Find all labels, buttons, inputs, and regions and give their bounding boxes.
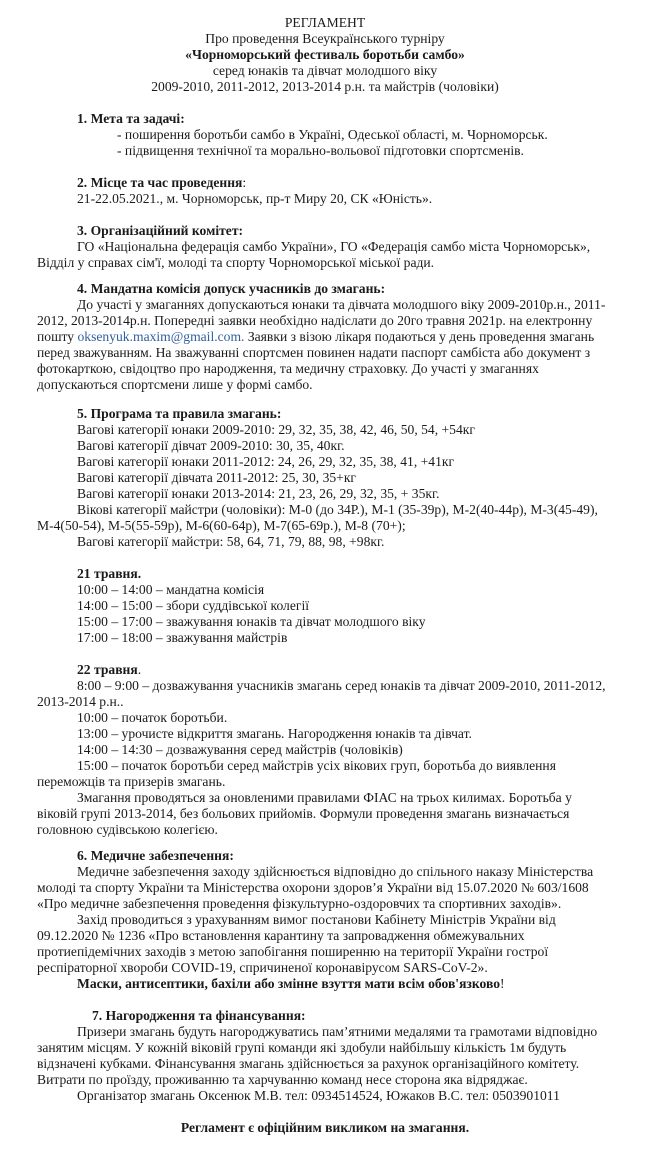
weight-category-line: Вагові категорії майстри: 58, 64, 71, 79, 88, 98, +98кг. [77,534,385,549]
document-subtitle: Про проведення Всеукраїнського турніру [205,31,445,46]
audience-line-1: серед юнаків та дівчат молодшого віку [212,63,438,78]
schedule-item: 10:00 – 14:00 – мандатна комісія [77,582,265,597]
admission-line: фотокарткою, свідоцтво про народження, та медичну страховку. До участі у змаганнях [37,361,539,376]
covid-paragraph: респіраторної хвороби COVID-19, спричиненої коронавірусом SARS-CoV-2». [37,960,488,975]
event-name: «Чорноморський фестиваль боротьби самбо» [185,47,465,62]
section-6-heading: 6. Медичне забезпечення: [77,848,234,863]
schedule-item: 15:00 – 17:00 – зважування юнаків та дівчат молодшого віку [77,614,426,629]
goal-item: - підвищення технічної та морально-вольової підготовки спортсменів. [117,143,524,158]
medical-paragraph: «Про медичне забезпечення проведення фізкультурно-оздоровчих та спортивних заходів». [37,896,562,911]
admission-line: До участі у змаганнях допускаються юнаки та дівчата молодшого віку 2009-2010р.н., 2011- [77,297,606,312]
awards-paragraph: занятим місцям. У кожній віковій групі команди які здобули найбільшу кількість 1м будуть [37,1040,567,1055]
schedule-item: 2013-2014 р.н.. [37,694,124,709]
document-title: РЕГЛАМЕНТ [284,15,366,30]
awards-paragraph: відзначені кубками. Фінансування змагань здійснюється за рахунок організаційного комітету. [37,1056,580,1071]
committee-line: Відділ у справах сім'ї, молоді та спорту Чорноморської міської ради. [37,255,435,270]
email-suffix: Заявки з візою лікаря подаються у день проведення змагань [244,329,595,344]
schedule-item: переможців та призерів змагань. [37,774,226,789]
goal-item: - поширення боротьби самбо в Україні, Одеської області, м. Чорноморськ. [117,127,548,142]
weight-category-line: Вагові категорії дівчата 2011-2012: 25, 30, 35+кг [77,470,357,485]
covid-paragraph: Захід проводиться з урахуванням вимог постанови Кабінету Міністрів України від [77,912,556,927]
section-2-heading [77,175,246,191]
covid-paragraph: 09.12.2020 № 1236 «Про встановлення карантину та запровадження обмежувальних [37,928,525,943]
committee-line: ГО «Національна федерація самбо України», ГО «Федерація самбо міста Чорноморськ», [77,239,591,254]
day-2-heading-dot: . [137,662,142,677]
weight-category-line: Вагові категорії юнаки 2011-2012: 24, 26, 29, 32, 35, 38, 41, +41кг [77,454,455,469]
section-5-heading: 5. Програма та правила змагань: [77,406,282,421]
rules-paragraph: Змагання проводяться за оновленими правилами ФІАС на трьох килимах. Боротьба у [77,790,572,805]
schedule-item: 15:00 – початок боротьби серед майстрів усіх вікових груп, боротьба до виявлення [77,758,556,773]
rules-paragraph: віковій групі 2013-2014, без больових прийомів. Формули проведення змагань визначається [37,806,570,821]
awards-paragraph: Призери змагань будуть нагороджуватись пам’ятними медалями та грамотами відповідно [77,1024,598,1039]
schedule-item: 14:00 – 15:00 – збори суддівської колегії [77,598,310,613]
schedule-item: 14:00 – 14:30 – дозважування серед майстрів (чоловіків) [77,742,403,757]
section-7-heading: 7. Нагородження та фінансування: [92,1008,306,1023]
medical-paragraph: молоді та спорту України та Міністерства охорони здоров’я України від 15.07.2020 № 603/1608 [37,880,589,895]
email-prefix: пошту [37,329,78,344]
schedule-item: 13:00 – урочисте відкриття змагань. Нагородження юнаків та дівчат. [77,726,472,741]
awards-paragraph: Витрати по проїзду, проживанню та харчуванню команд несе сторона яка відряджає. [37,1072,528,1087]
email-link[interactable]: oksenyuk.maxim@gmail.com. [77,329,245,344]
section-4-heading: 4. Мандатна комісія допуск учасників до змагань: [77,281,386,296]
section-1-heading: 1. Мета та задачі: [77,111,185,126]
closing-statement: Регламент є офіційним викликом на змагання. [180,1120,470,1135]
covid-paragraph: протиепідемічних заходів з метою запобігання поширенню на території України гострої [37,944,549,959]
section-3-heading: 3. Організаційний комітет: [77,223,244,238]
weight-category-line: Вагові категорії дівчат 2009-2010: 30, 35, 40кг. [77,438,345,453]
schedule-item: 8:00 – 9:00 – дозважування учасників змагань серед юнаків та дівчат 2009-2010, 2011-2012, [77,678,606,693]
day-2-heading [77,662,141,678]
medical-paragraph: Медичне забезпечення заходу здійснюється відповідно до спільного наказу Міністерства [77,864,594,879]
admission-line: 2012, 2013-2014р.н. Попередні заявки необхідно надіслати до 20го травня 2021р. на електронну [37,313,593,328]
day-1-heading: 21 травня. [77,566,142,581]
mask-warning [77,976,505,992]
age-category-line: М-4(50-54), М-5(55-59р), М-6(60-64р), М-7(65-69р.), М-8 (70+); [37,518,406,533]
schedule-item: 17:00 – 18:00 – зважування майстрів [77,630,288,645]
admission-line-email [37,329,594,345]
rules-paragraph: головною судівською колегією. [37,822,218,837]
section-2-heading-colon: : [242,175,247,190]
admission-line: перед зважуванням. На зважуванні спортсмен повинен надати паспорт самбіста або документ з [37,345,591,360]
section-2-heading-text: 2. Місце та час проведення [77,175,243,190]
mask-warning-text: Маски, антисептики, бахіли або змінне взуття мати всім обов'язково [77,976,501,991]
weight-category-line: Вагові категорії юнаки 2013-2014: 21, 23, 26, 29, 32, 35, + 35кг. [77,486,440,501]
organizer-contacts: Організатор змагань Оксенюк М.В. тел: 0934514524, Южаков В.С. тел: 0503901011 [77,1088,560,1103]
venue-date-text: 21-22.05.2021., м. Чорноморськ, пр-т Миру 20, СК «Юність». [77,191,433,206]
weight-category-line: Вагові категорії юнаки 2009-2010: 29, 32, 35, 38, 42, 46, 50, 54, +54кг [77,422,475,437]
admission-line: допускаються спортсмени лише у формі самбо. [37,377,313,392]
age-category-line: Вікові категорії майстри (чоловіки): М-0 (до 34Р.), М-1 (35-39р), М-2(40-44р), М-3(45-49), [77,502,598,517]
audience-line-2: 2009-2010, 2011-2012, 2013-2014 р.н. та майстрів (чоловіки) [151,79,499,94]
day-2-heading-text: 22 травня [77,662,138,677]
mask-warning-exclamation: ! [500,976,505,991]
schedule-item: 10:00 – початок боротьби. [77,710,228,725]
